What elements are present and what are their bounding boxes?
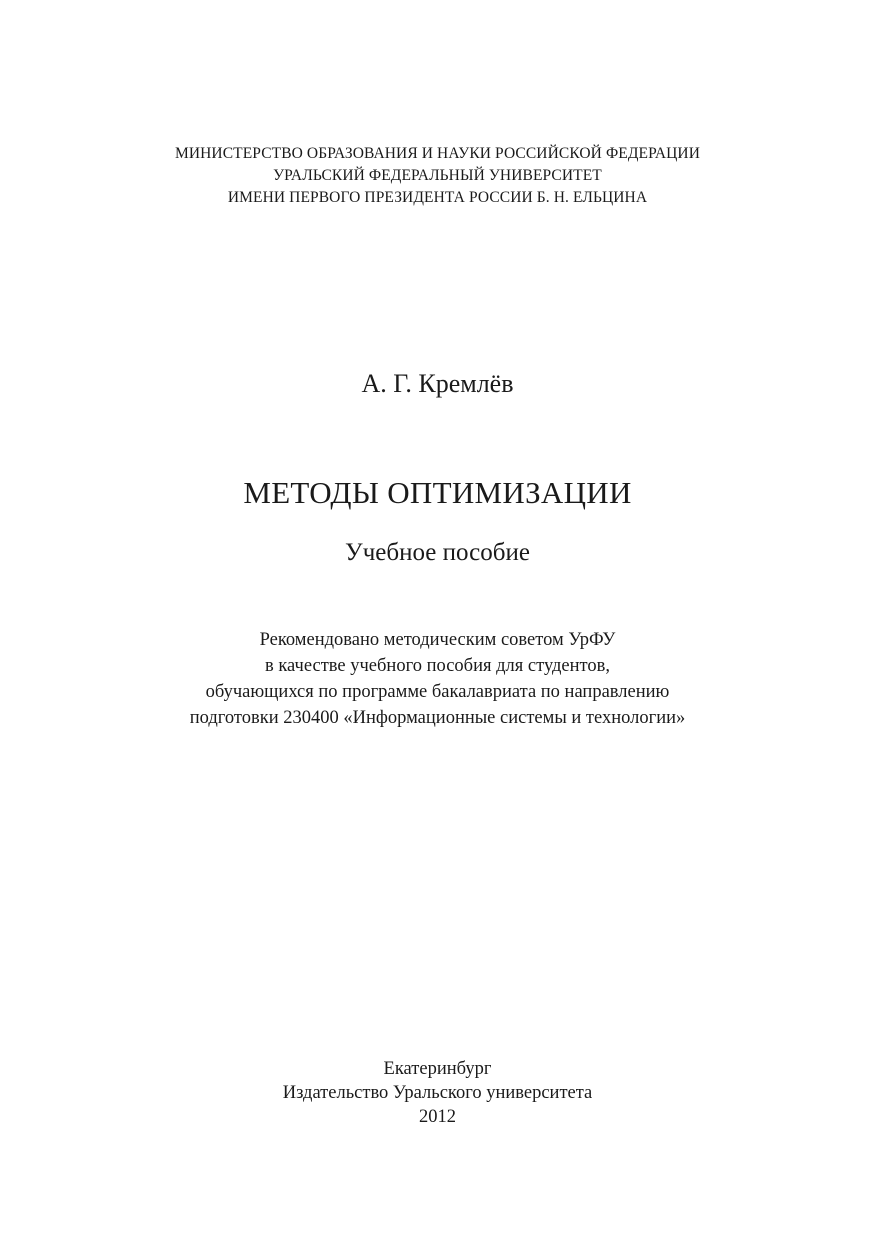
institution-header bbox=[0, 143, 875, 209]
book-title: МЕТОДЫ ОПТИМИЗАЦИИ bbox=[243, 475, 632, 510]
recommendation-line-3: обучающихся по программе бакалавриата по направлению bbox=[205, 682, 670, 702]
imprint bbox=[0, 1057, 875, 1129]
imprint-publisher: Издательство Уральского университета bbox=[282, 1083, 593, 1103]
imprint-city: Екатеринбург bbox=[383, 1059, 492, 1079]
recommendation-note bbox=[0, 627, 875, 731]
recommendation-line-2: в качестве учебного пособия для студентов, bbox=[264, 656, 610, 676]
book-subtitle: Учебное пособие bbox=[345, 539, 530, 566]
university-name-line: ИМЕНИ ПЕРВОГО ПРЕЗИДЕНТА РОССИИ Б. Н. ЕЛЬЦИНА bbox=[227, 189, 648, 206]
recommendation-line-4: подготовки 230400 «Информационные системы и технологии» bbox=[189, 708, 686, 728]
university-line: УРАЛЬСКИЙ ФЕДЕРАЛЬНЫЙ УНИВЕРСИТЕТ bbox=[273, 167, 602, 184]
recommendation-line-1: Рекомендовано методическим советом УрФУ bbox=[259, 630, 616, 650]
imprint-year: 2012 bbox=[419, 1107, 456, 1127]
author-name: А. Г. Кремлёв bbox=[361, 369, 514, 398]
ministry-line: МИНИСТЕРСТВО ОБРАЗОВАНИЯ И НАУКИ РОССИЙСКОЙ ФЕДЕРАЦИИ bbox=[174, 145, 701, 162]
